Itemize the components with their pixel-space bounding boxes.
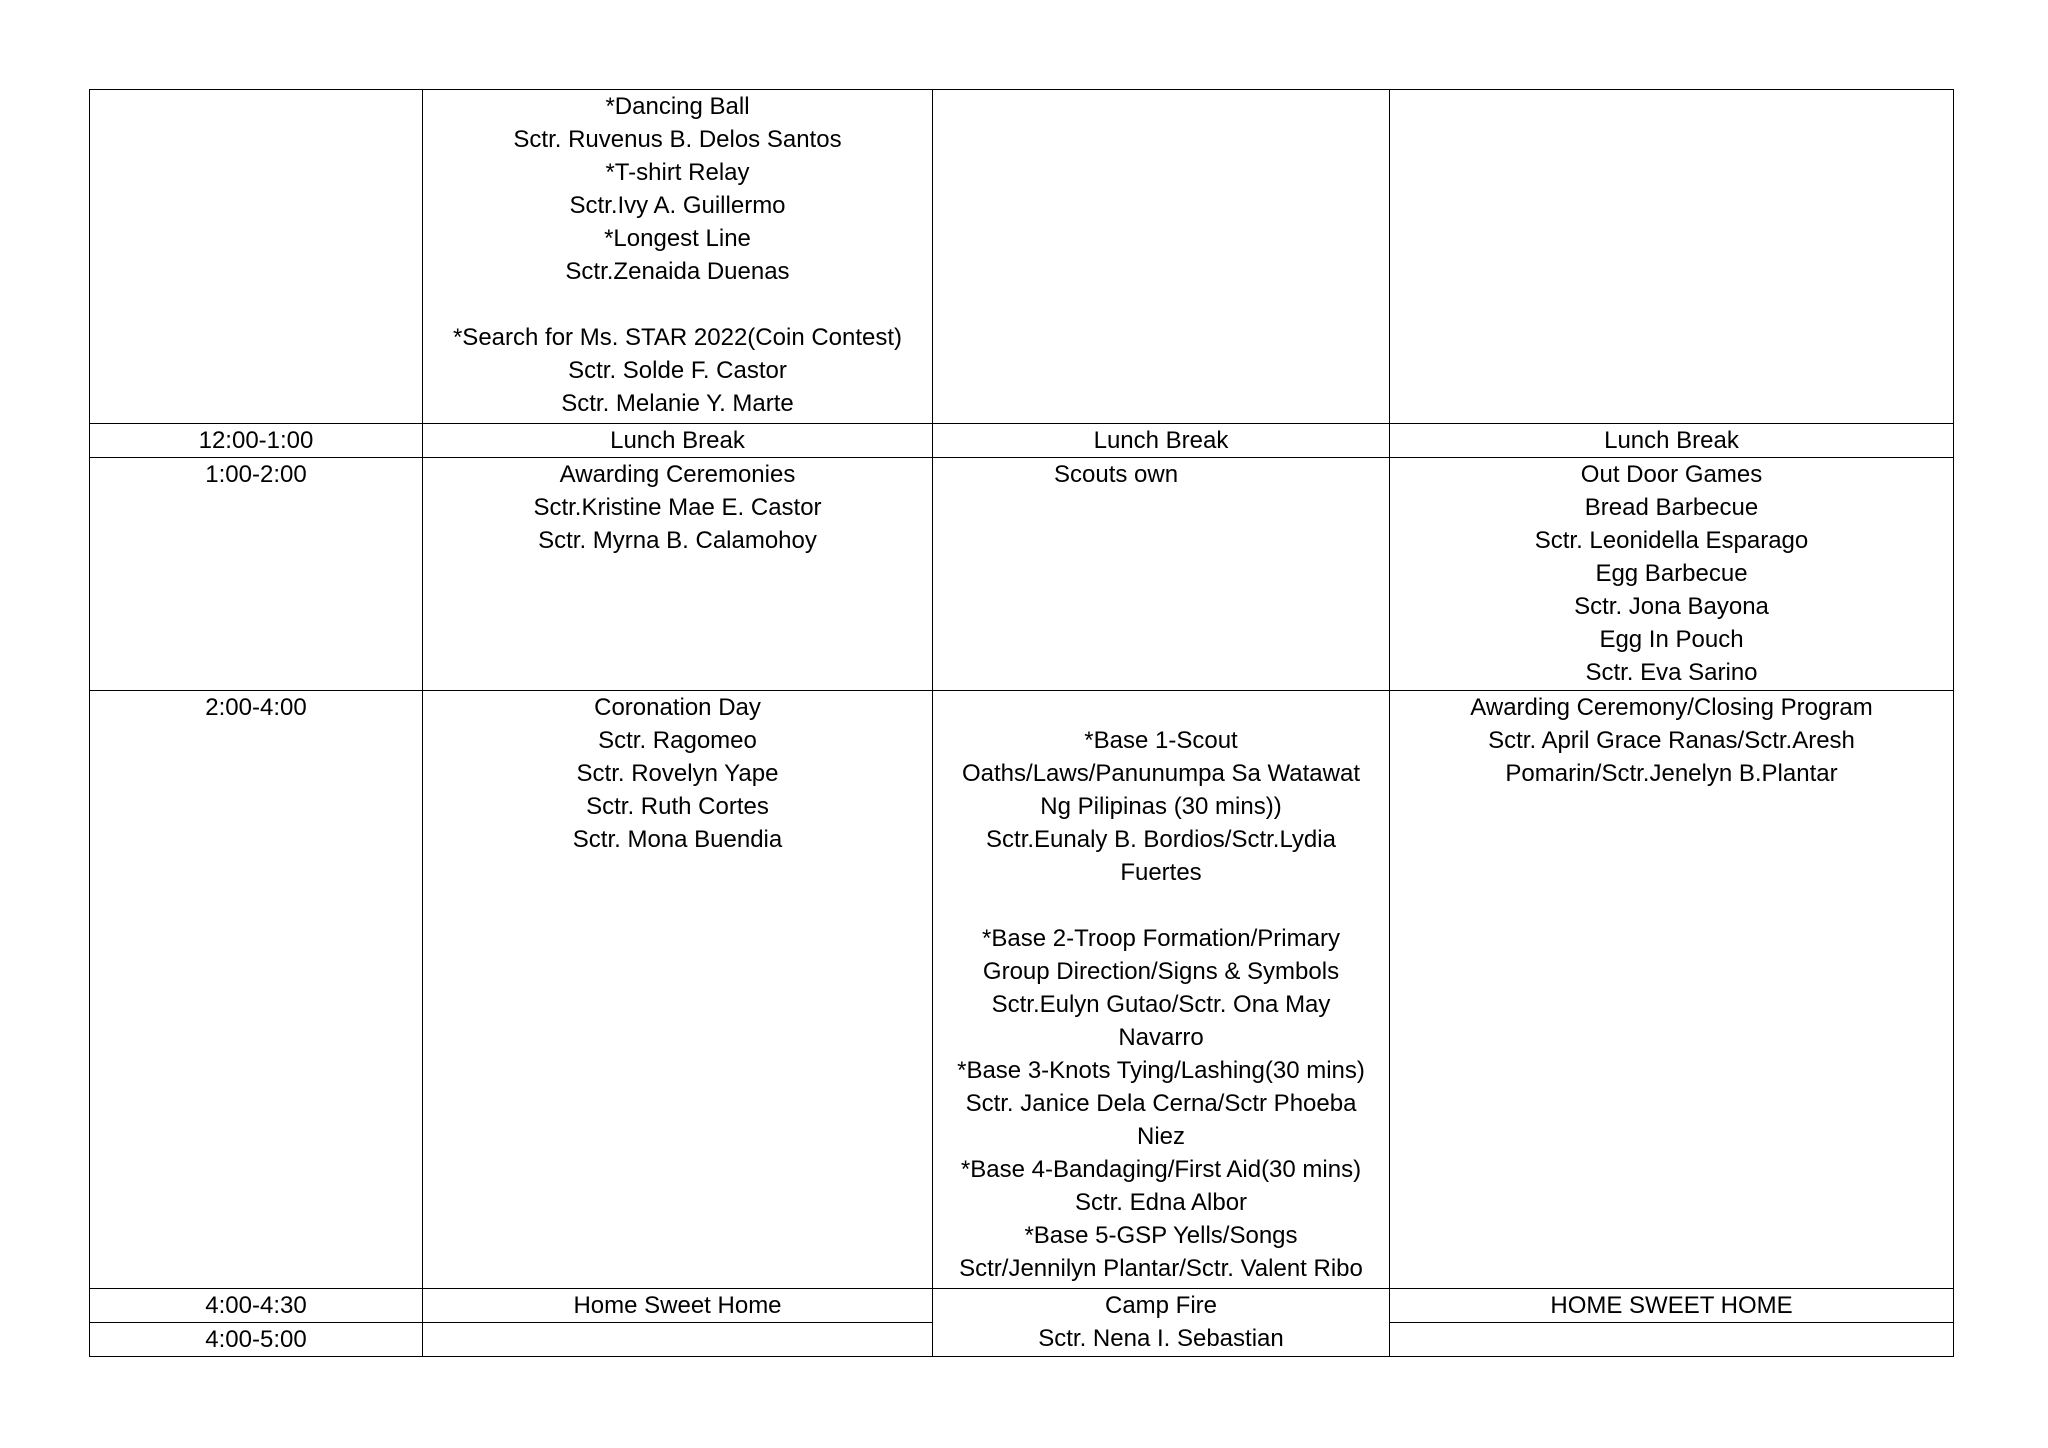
activity-line: *Base 3-Knots Tying/Lashing(30 mins) <box>957 1057 1365 1084</box>
facilitator-line: Sctr. Leonidella Esparago <box>1534 527 1809 554</box>
activity-line: Bread Barbecue <box>1584 494 1759 521</box>
activity-line: *Longest Line <box>604 225 751 252</box>
activity-cell: HOME SWEET HOME <box>1390 1289 1954 1323</box>
facilitator-line: Sctr. Melanie Y. Marte <box>561 390 794 417</box>
facilitator-line: Sctr.Kristine Mae E. Castor <box>533 494 822 521</box>
time-cell <box>90 90 423 424</box>
activity-cell <box>423 458 933 691</box>
facilitator-line: Pomarin/Sctr.Jenelyn B.Plantar <box>1505 760 1838 787</box>
table-row <box>90 691 1954 1289</box>
facilitator-line: Sctr. Nena I. Sebastian <box>1038 1325 1284 1352</box>
time-cell: 4:00-5:00 <box>90 1323 423 1357</box>
activity-line: Scouts own <box>1054 461 1179 488</box>
facilitator-line: Fuertes <box>1120 859 1202 886</box>
activity-line: Coronation Day <box>594 694 761 721</box>
time-cell: 2:00-4:00 <box>90 691 423 1289</box>
activity-cell <box>933 90 1390 424</box>
facilitator-line: Sctr. Ragomeo <box>598 727 757 754</box>
facilitator-line: Sctr. Solde F. Castor <box>568 357 787 384</box>
activity-line: Awarding Ceremony/Closing Program <box>1470 694 1873 721</box>
activity-line: Egg In Pouch <box>1599 626 1744 653</box>
facilitator-line: Sctr. Myrna B. Calamohoy <box>538 527 817 554</box>
facilitator-line: Sctr.Zenaida Duenas <box>565 258 790 285</box>
time-cell: 12:00-1:00 <box>90 424 423 458</box>
facilitator-line: Navarro <box>1118 1024 1204 1051</box>
activity-cell <box>933 1289 1390 1357</box>
table-row <box>90 424 1954 458</box>
activity-cell: Lunch Break <box>423 424 933 458</box>
activity-line: Awarding Ceremonies <box>559 461 796 488</box>
activity-cell: Lunch Break <box>1390 424 1954 458</box>
facilitator-line: Niez <box>1136 1123 1185 1150</box>
facilitator-line: Sctr/Jennilyn Plantar/Sctr. Valent Ribo <box>959 1255 1363 1282</box>
table-row <box>90 458 1954 691</box>
activity-cell <box>1390 458 1954 691</box>
facilitator-line: Sctr. Rovelyn Yape <box>576 760 779 787</box>
activity-line: *Search for Ms. STAR 2022(Coin Contest) <box>452 324 903 351</box>
activity-line: *Base 2-Troop Formation/Primary <box>982 925 1340 952</box>
activity-cell: Home Sweet Home <box>423 1289 933 1323</box>
time-cell: 4:00-4:30 <box>90 1289 423 1323</box>
activity-line: Group Direction/Signs & Symbols <box>982 958 1340 985</box>
activity-cell <box>933 458 1390 691</box>
facilitator-line: Sctr. Eva Sarino <box>1585 659 1758 686</box>
activity-line: Egg Barbecue <box>1595 560 1748 587</box>
facilitator-line: Sctr. Mona Buendia <box>572 826 783 853</box>
activity-line: *Base 1-Scout <box>1084 727 1238 754</box>
activity-line: Oaths/Laws/Panunumpa Sa Watawat <box>962 760 1360 787</box>
activity-line: *Base 5-GSP Yells/Songs <box>1024 1222 1298 1249</box>
table-row <box>90 90 1954 424</box>
activity-cell <box>1390 691 1954 1289</box>
facilitator-line: Sctr. April Grace Ranas/Sctr.Aresh <box>1488 727 1855 754</box>
facilitator-line: Sctr. Jona Bayona <box>1574 593 1769 620</box>
facilitator-line: Sctr. Janice Dela Cerna/Sctr Phoeba <box>965 1090 1357 1117</box>
activity-line: Camp Fire <box>1104 1292 1218 1319</box>
facilitator-line: Sctr.Eulyn Gutao/Sctr. Ona May <box>991 991 1331 1018</box>
facilitator-line: Sctr. Ruvenus B. Delos Santos <box>513 126 842 153</box>
activity-line: *Base 4-Bandaging/First Aid(30 mins) <box>960 1156 1362 1183</box>
activity-cell <box>1390 90 1954 424</box>
activity-cell <box>1390 1323 1954 1357</box>
facilitator-line: Sctr. Ruth Cortes <box>586 793 769 820</box>
time-cell: 1:00-2:00 <box>90 458 423 691</box>
activity-cell: Lunch Break <box>933 424 1390 458</box>
activity-line: *T-shirt Relay <box>605 159 750 186</box>
facilitator-line: Sctr. Edna Albor <box>1074 1189 1248 1216</box>
activity-cell <box>423 90 933 424</box>
activity-line: *Dancing Ball <box>605 93 750 120</box>
table-row <box>90 1289 1954 1323</box>
activity-cell <box>423 691 933 1289</box>
facilitator-line: Sctr.Ivy A. Guillermo <box>569 192 786 219</box>
activity-cell <box>423 1323 933 1357</box>
activity-line: Ng Pilipinas (30 mins)) <box>1040 793 1282 820</box>
activity-line: Out Door Games <box>1580 461 1763 488</box>
schedule-table <box>89 89 1954 1357</box>
activity-cell <box>933 691 1390 1289</box>
facilitator-line: Sctr.Eunaly B. Bordios/Sctr.Lydia <box>986 826 1336 853</box>
